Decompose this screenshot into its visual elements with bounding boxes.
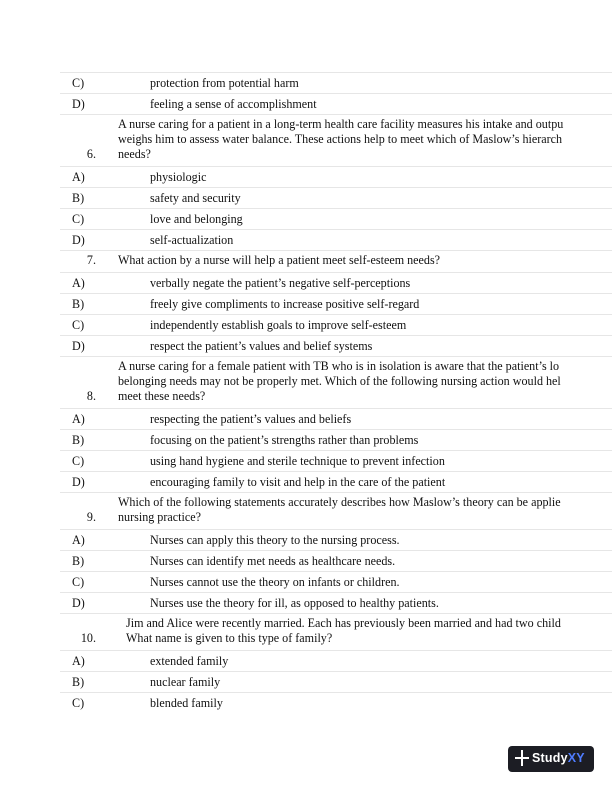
option-label: B) [72, 675, 85, 689]
answer-option [60, 550, 612, 572]
answer-option [60, 571, 612, 593]
question-text-line: needs? [118, 147, 151, 161]
option-label: A) [72, 170, 85, 184]
option-text: independently establish goals to improve self-esteem [150, 318, 407, 332]
option-text: blended family [150, 696, 223, 710]
question-text-line: weighs him to assess water balance. These actions help to meet which of Maslow’s hierarch [118, 132, 563, 146]
answer-option [60, 408, 612, 430]
question-text-line: What action by a nurse will help a patient meet self-esteem needs? [118, 253, 441, 267]
answer-option [60, 314, 612, 336]
option-text: self-actualization [150, 233, 234, 247]
option-label: C) [72, 696, 85, 710]
option-text: Nurses can identify met needs as healthcare needs. [150, 554, 396, 568]
question-row [60, 613, 612, 651]
answer-option [60, 72, 612, 94]
question-number: 8. [86, 389, 96, 403]
option-label: D) [72, 233, 85, 247]
option-label: C) [72, 454, 85, 468]
answer-option [60, 450, 612, 472]
option-text: Nurses can apply this theory to the nursing process. [150, 533, 400, 547]
option-text: nuclear family [150, 675, 221, 689]
question-text-line: What name is given to this type of family? [126, 631, 333, 645]
question-row [60, 492, 612, 530]
option-text: safety and security [150, 191, 241, 205]
question-number: 9. [86, 510, 96, 524]
question-text-line: Which of the following statements accurately describes how Maslow’s theory can be applie [118, 495, 561, 509]
answer-option [60, 166, 612, 188]
question-text [118, 117, 563, 162]
answer-option [60, 93, 612, 115]
answer-option [60, 293, 612, 315]
option-text: respect the patient’s values and belief systems [150, 339, 373, 353]
option-label: B) [72, 433, 85, 447]
option-text: Nurses use the theory for ill, as opposed to healthy patients. [150, 596, 439, 610]
option-label: A) [72, 412, 85, 426]
answer-option [60, 471, 612, 493]
question-text [118, 495, 561, 525]
option-text: respecting the patient’s values and beliefs [150, 412, 352, 426]
option-label: C) [72, 212, 85, 226]
question-text-line: belonging needs may not be properly met. Which of the following nursing action would hel [118, 374, 561, 388]
question-text [118, 253, 440, 268]
plus-cross-icon [515, 750, 529, 766]
option-text: extended family [150, 654, 229, 668]
option-label: D) [72, 596, 85, 610]
option-label: C) [72, 318, 85, 332]
option-text: protection from potential harm [150, 76, 299, 90]
option-label: B) [72, 554, 85, 568]
option-text: feeling a sense of accomplishment [150, 97, 317, 111]
option-text: freely give compliments to increase positive self-regard [150, 297, 420, 311]
question-text-line: nursing practice? [118, 510, 201, 524]
question-number: 6. [86, 147, 96, 161]
option-label: B) [72, 191, 85, 205]
option-text: love and belonging [150, 212, 243, 226]
option-label: C) [72, 76, 85, 90]
answer-option [60, 671, 612, 693]
answer-option [60, 335, 612, 357]
question-text-line: meet these needs? [118, 389, 206, 403]
question-row [60, 114, 612, 167]
answer-option [60, 229, 612, 251]
answer-option [60, 429, 612, 451]
question-text [126, 616, 561, 646]
option-text: Nurses cannot use the theory on infants or children. [150, 575, 400, 589]
question-text-line: A nurse caring for a female patient with TB who is in isolation is aware that the patient’s lo [118, 359, 560, 373]
answer-option [60, 187, 612, 209]
question-row [60, 356, 612, 409]
option-text: verbally negate the patient’s negative self-perceptions [150, 276, 411, 290]
option-label: C) [72, 575, 85, 589]
option-label: A) [72, 533, 85, 547]
question-text [118, 359, 561, 404]
question-text-line: A nurse caring for a patient in a long-term health care facility measures his intake and outpu [118, 117, 564, 131]
answer-option [60, 650, 612, 672]
answer-option [60, 529, 612, 551]
option-label: D) [72, 475, 85, 489]
option-label: A) [72, 654, 85, 668]
answer-option [60, 592, 612, 614]
option-label: D) [72, 339, 85, 353]
question-number: 7. [86, 253, 96, 267]
option-label: B) [72, 297, 85, 311]
option-text: encouraging family to visit and help in the care of the patient [150, 475, 446, 489]
answer-option [60, 272, 612, 294]
watermark-brand: StudyXY [532, 751, 585, 765]
option-text: physiologic [150, 170, 207, 184]
answer-option [60, 692, 612, 714]
option-label: A) [72, 276, 85, 290]
option-text: focusing on the patient’s strengths rather than problems [150, 433, 419, 447]
studyxy-watermark[interactable] [508, 746, 594, 772]
question-text-line: Jim and Alice were recently married. Each has previously been married and had two child [126, 616, 561, 630]
option-text: using hand hygiene and sterile technique to prevent infection [150, 454, 445, 468]
question-row [60, 250, 612, 273]
option-label: D) [72, 97, 85, 111]
answer-option [60, 208, 612, 230]
question-number: 10. [80, 631, 96, 645]
